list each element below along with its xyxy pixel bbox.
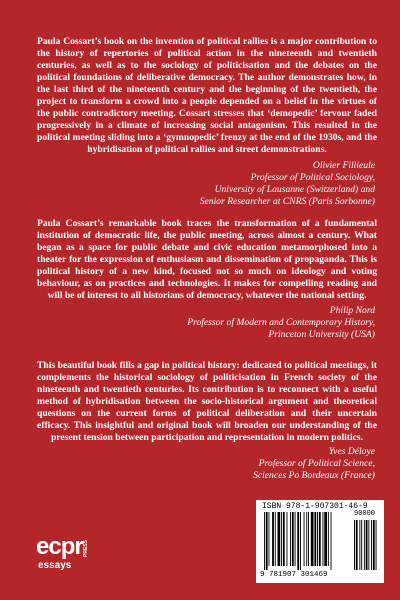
reviewer-role-1-line-3: Senior Researcher at CNRS (Paris Sorbonne) <box>199 196 375 207</box>
reviewer-role-2-line-1: Professor of Modern and Contemporary History, <box>187 317 375 328</box>
barcode-panel <box>256 500 384 583</box>
price-addon: 90000 <box>354 510 376 518</box>
reviewer-role-1-line-2: University of Lausanne (Switzerland) and <box>214 184 375 195</box>
review-attribution-3 <box>75 446 375 482</box>
review-text-2: Paula Cossart’s remarkable book traces the transformation of a fundamental institution of democratic life, the public meeting, across almost a century. What began as a space for public debate and civic education metamorphosed into a theater for the expression of enthusiasm and dissemination of propaganda. This is political history of a new kind, focused not so much on ideology and voting behaviour, as on practices and technologies. It makes for compelling reading and will be of interest to all historians of democracy, whatever the national setting. <box>37 218 377 301</box>
reviewer-name-2: Philip Nord <box>329 305 375 316</box>
review-attribution-2 <box>75 305 375 341</box>
isbn-label: ISBN 978-1-907301-46-9 <box>262 502 368 511</box>
logo-wordmark: ecpr <box>36 533 83 560</box>
reviewer-role-3-line-1: Professor of Political Science, <box>258 458 375 469</box>
reviewer-name-1: Olivier Fillieule <box>312 160 375 171</box>
reviewer-name-3: Yves Déloye <box>328 446 375 457</box>
reviewer-role-3-line-2: Sciences Po Bordeaux (France) <box>253 470 375 481</box>
barcode-image <box>262 512 380 572</box>
review-text-1: Paula Cossart’s book on the invention of political rallies is a major contribution to the history of repertories of political action in the nineteenth and twentieth centuries, as well as to the sociology of politicisation and the debates on the political foundations of deliberative democracy. The author demonstrates how, in the last third of the nineteenth century and the beginning of the twentieth, the project to transform a crowd into a people depended on a belief in the virtues of the public contradictory meeting. Cossart stresses that ‘demopedic’ fervour faded progressively in a climate of increasing social antagonism. This resulted in the political meeting sliding into a ‘gymnopedic’ frenzy at the end of the 1930s, and the hybridisation of political rallies and street demonstrations. <box>37 36 377 155</box>
review-text-3: This beautiful book fills a gap in political history: dedicated to political meetings, it complements the historical sociology of politicisation in French society of the nineteenth and twentieth centuries. Its contribution is to reconnect with a useful method of hybridisation between the socio-historical argument and theoretical questions on the current forms of political deliberation and their uncertain efficacy. This insightful and original book will broaden our understanding of the present tension between participation and representation in modern politics. <box>37 360 377 443</box>
reviewer-role-1-line-1: Professor of Political Sociology, <box>250 172 375 183</box>
ecpr-press-logo <box>36 534 96 580</box>
reviewer-role-2-line-2: Princeton University (USA) <box>268 329 375 340</box>
barcode-digits: 9 781907 301469 <box>260 571 328 579</box>
logo-press-label: PRESS <box>83 540 89 557</box>
review-attribution-1 <box>75 160 375 208</box>
series-name: essays <box>38 560 72 571</box>
